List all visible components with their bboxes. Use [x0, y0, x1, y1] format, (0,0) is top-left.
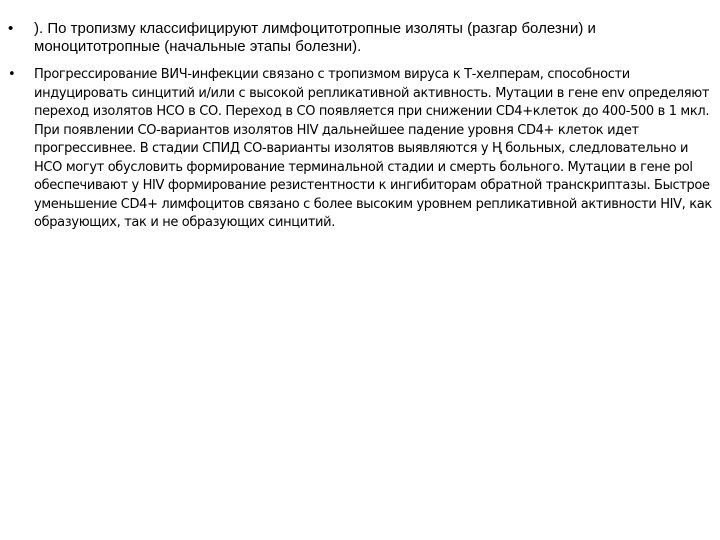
bullet-item-tropism — [0, 20, 720, 56]
bullet-list — [0, 20, 720, 233]
bullet-marker: • — [8, 67, 16, 82]
bullet-text: Прогрессирование ВИЧ-инфекции связано с тропизмом вируса к Т-хелперам, способности индуцировать синцитий и/или с высокой репликативной активность. Мутации в гене env определяют переход изолятов НСО в СО. Переход в СО появляется при снижении CD4+клеток до 400-500 в 1 мкл. При появлении СО-вариантов изолятов HIV дальнейшее падение уровня CD4+ клеток идет прогрессивнее. В стадии СПИД СО-варианты изолятов выявляются у Ң больных, следловательно и НСО могут обусловить формирование терминальной стадии и смерть больного. Мутации в гене pol обеспечивают у HIV формирование резистентности к ингибиторам обратной транскриптазы. Быстрое уменьшение CD4+ лимфоцитов связано с более высоким уровнем репликативной активности HIV, как образующих, так и не образующих синцитий. — [34, 67, 712, 230]
bullet-marker: • — [8, 20, 14, 37]
bullet-item-progression — [0, 66, 720, 233]
bullet-text: ). По тропизму классифицируют лимфоцитотропные изоляты (разгар болезни) и моноцитотропные (начальные этапы болезни). — [34, 20, 596, 55]
